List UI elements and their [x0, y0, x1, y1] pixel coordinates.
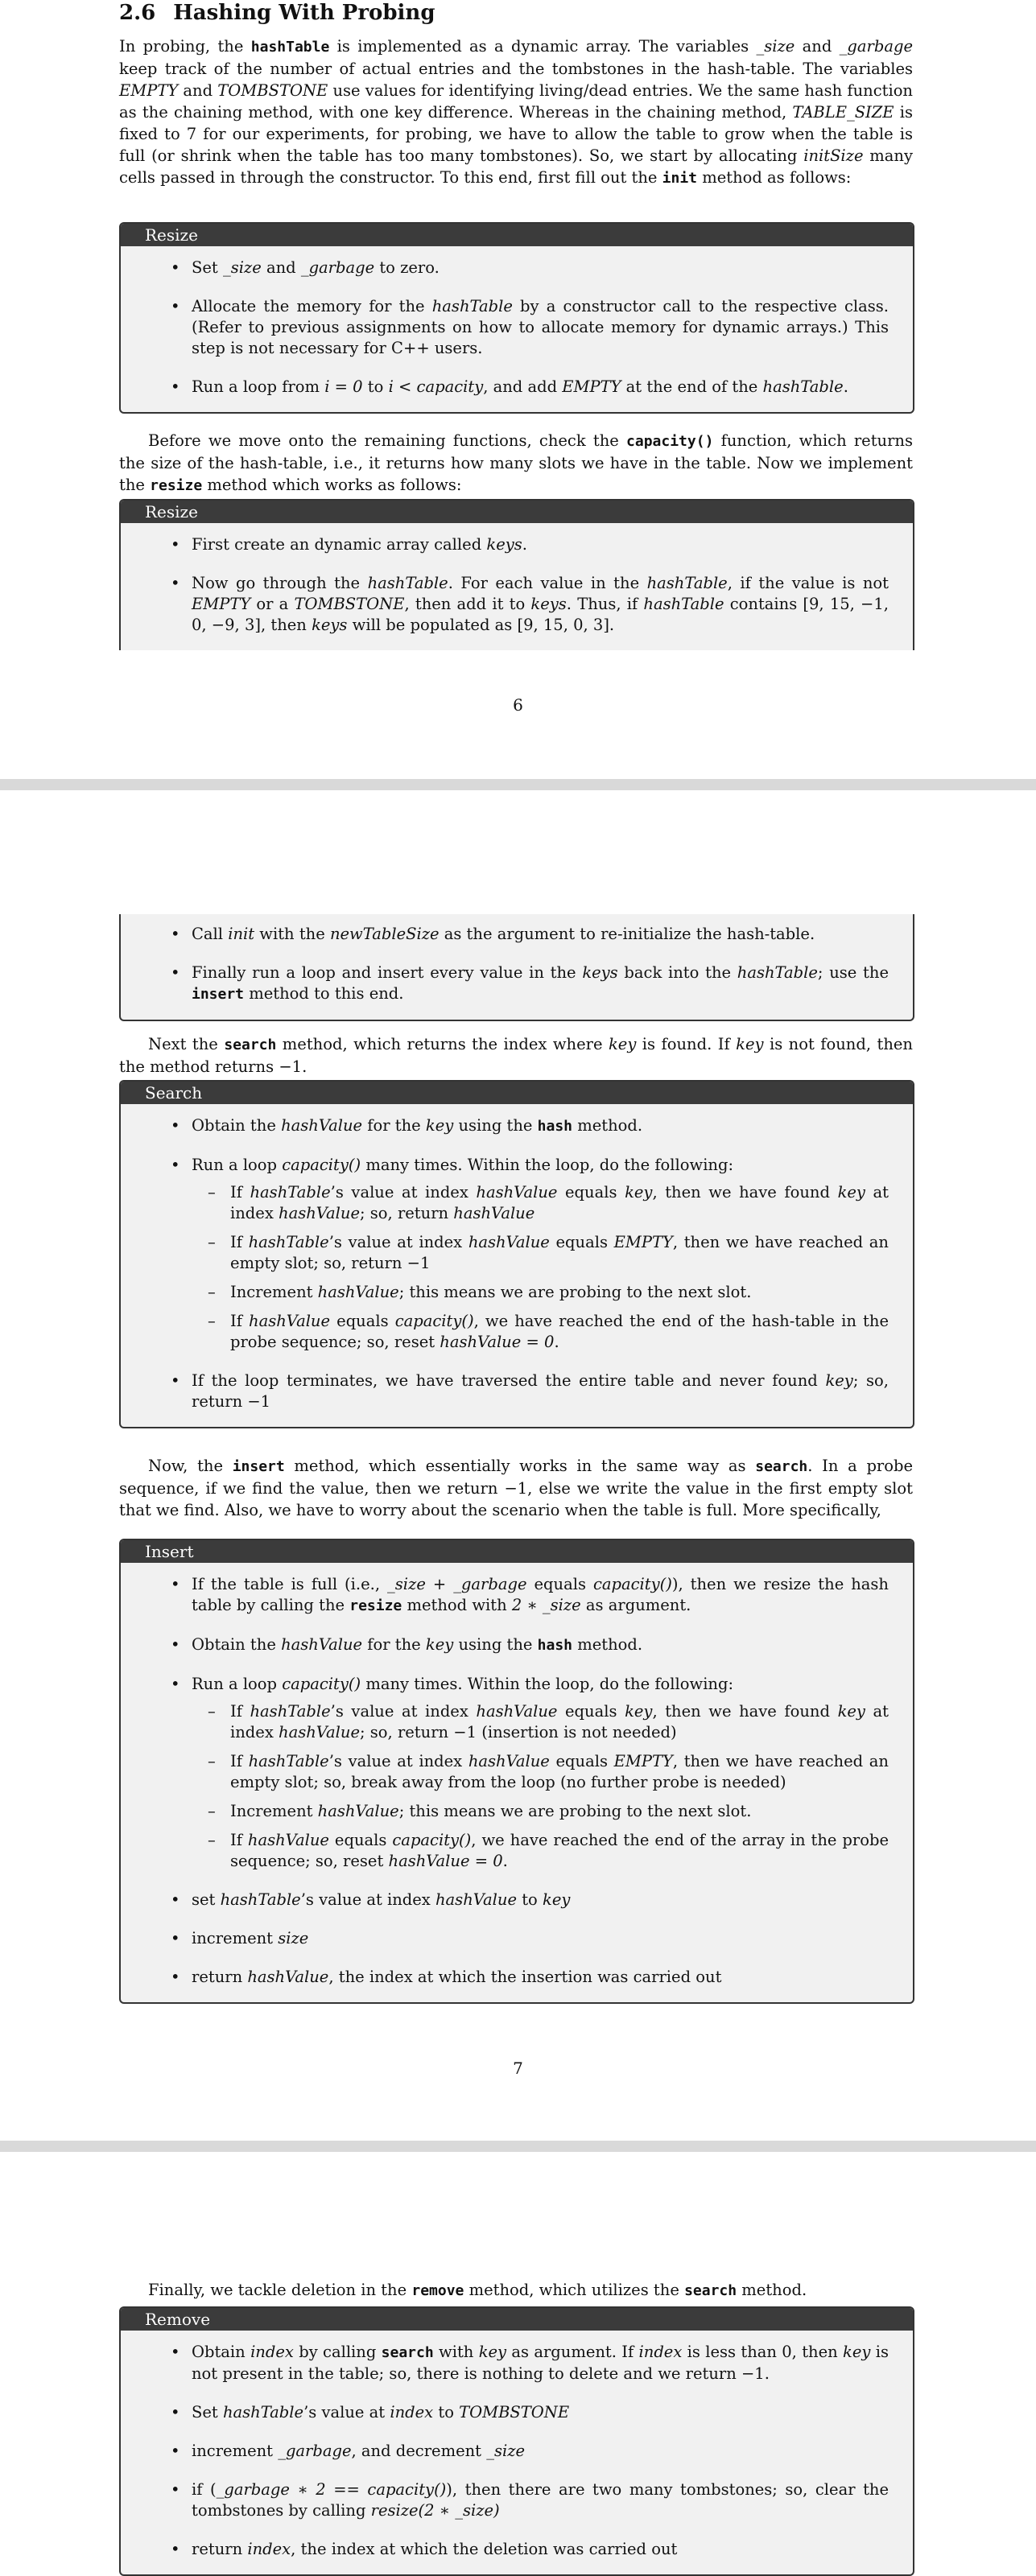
box-header: Resize [121, 501, 913, 523]
list-item: • Run a loop from i = 0 to i < capacity, and add EMPTY at the end of the hashTable. [192, 377, 889, 398]
sub-list-item: – If hashTable’s value at index hashValue equals EMPTY, then we have reached an empty slot; so, break away from the loop (no further probe is needed) [230, 1751, 889, 1793]
list-item: • Now go through the hashTable. For each value in the hashTable, if the value is not EMPTY or a TOMBSTONE, then add it to keys. Thus, if hashTable contains [9, 15, −1, 0, −9, 3], then keys will be populated as [9, 15, 0, 3]. [192, 573, 889, 636]
list-item: • return hashValue, the index at which the insertion was carried out [192, 1967, 889, 1988]
list-item: • If the loop terminates, we have traversed the entire table and never found key; so, return −1 [192, 1370, 889, 1412]
insert-box [119, 1539, 914, 2004]
paragraph-search: Next the search method, which returns the index where key is found. If key is not found, then the method returns −1. [119, 1035, 913, 1076]
list-item: • Set hashTable’s value at index to TOMBSTONE [192, 2402, 889, 2423]
list-item: • increment size [192, 1928, 889, 1949]
list-item: • Run a loop capacity() many times. Within the loop, do the following: – If hashTable’s value at index hashValue equals key, then we have found key at index hashValue; so, return hashValue – If hashTable’s value at index hashValue equals EMPTY, then we have reached an empty slot; so, return −1 – Increment hashValue; this means we are probing to the next slot. – If hashValue equals capacity(), we have reached the end of the hash-table in the probe sequence; so, reset hashValue = 0. [192, 1155, 889, 1353]
sub-list-item: – Increment hashValue; this means we are probing to the next slot. [230, 1282, 889, 1303]
list-item: • increment _garbage, and decrement _size [192, 2441, 889, 2462]
list-item: • First create an dynamic array called keys. [192, 534, 889, 555]
box-header: Search [121, 1082, 913, 1104]
sub-list-item: – If hashTable’s value at index hashValue equals EMPTY, then we have reached an empty slot; so, return −1 [230, 1232, 889, 1274]
box-header: Insert [121, 1540, 913, 1563]
page-separator [0, 779, 1036, 790]
sub-list-item: – Increment hashValue; this means we are probing to the next slot. [230, 1801, 889, 1822]
box-header: Resize [121, 224, 913, 246]
page-number: 7 [513, 2059, 523, 2078]
list-item: • return index, the index at which the deletion was carried out [192, 2539, 889, 2560]
list-item: • If the table is full (i.e., _size + _garbage equals capacity()), then we resize the hash table by calling the resize method with 2 ∗ _size as argument. [192, 1574, 889, 1617]
section-title: Hashing With Probing [173, 1, 435, 25]
list-item: • set hashTable’s value at index hashValue to key [192, 1890, 889, 1910]
list-item: • Allocate the memory for the hashTable by a constructor call to the respective class. (Refer to previous assignments on how to allocate memory for dynamic arrays.) This step is not necessary for C++ users. [192, 296, 889, 359]
section-number: 2.6 [119, 1, 156, 25]
sub-list-item: – If hashTable’s value at index hashValue equals key, then we have found key at index hashValue; so, return −1 (insertion is not needed) [230, 1701, 889, 1743]
page-separator [0, 2141, 1036, 2152]
resize-box [119, 499, 914, 650]
list-item: • Call init with the newTableSize as the argument to re-initialize the hash-table. [192, 924, 889, 945]
list-item: • Run a loop capacity() many times. Within the loop, do the following: – If hashTable’s value at index hashValue equals key, then we have found key at index hashValue; so, return −1 (insertion is not needed) – If hashTable’s value at index hashValue equals EMPTY, then we have reached an empty slot; so, break away from the loop (no further probe is needed) – Increment hashValue; this means we are probing to the next slot. – If hashValue equals capacity(), we have reached the end of the array in the probe sequence; so, reset hashValue = 0. [192, 1674, 889, 1872]
page-number: 6 [513, 695, 523, 715]
resize-init-box [119, 222, 914, 414]
sub-list-item: – If hashTable’s value at index hashValue equals key, then we have found key at index hashValue; so, return hashValue [230, 1182, 889, 1224]
list-item: • Set _size and _garbage to zero. [192, 258, 889, 278]
list-item: • Obtain index by calling search with key as argument. If index is less than 0, then key is not present in the table; so, there is nothing to delete and we return −1. [192, 2342, 889, 2384]
sub-list-item: – If hashValue equals capacity(), we have reached the end of the array in the probe sequence; so, reset hashValue = 0. [230, 1830, 889, 1872]
paragraph-capacity: Before we move onto the remaining functions, check the capacity() function, which returns the size of the hash-table, i.e., it returns how many slots we have in the table. Now we implement the resize method which works as follows: [119, 431, 913, 494]
sub-list-item: – If hashValue equals capacity(), we have reached the end of the hash-table in the probe sequence; so, reset hashValue = 0. [230, 1311, 889, 1353]
intro-paragraph: In probing, the hashTable is implemented as a dynamic array. The variables _size and _garbage keep track of the number of actual entries and the tombstones in the hash-table. The variables EMPTY and TOMBSTONE use values for identifying living/dead entries. We the same hash function as the chaining method, with one key difference. Whereas in the chaining method, TABLE_SIZE is fixed to 7 for our experiments, for probing, we have to allow the table to grow when the table is full (or shrink when the table has too many tombstones). So, we start by allocating initSize many cells passed in through the constructor. To this end, first fill out the init method as follows: [119, 37, 914, 187]
list-item: • if (_garbage ∗ 2 == capacity()), then there are two many tombstones; so, clear the tombstones by calling resize(2 ∗ _size) [192, 2479, 889, 2521]
search-box [119, 1080, 914, 1428]
paragraph-remove: Finally, we tackle deletion in the remove method, which utilizes the search method. [148, 2281, 807, 2299]
resize-box-continued [119, 914, 914, 1021]
section-heading [119, 0, 913, 26]
remove-box [119, 2306, 914, 2576]
paragraph-insert: Now, the insert method, which essentially works in the same way as search. In a probe sequence, if we find the value, then we return −1, else we write the value in the first empty slot that we find. Also, we have to worry about the scenario when the table is full. More specifically, [119, 1457, 914, 1519]
list-item: • Obtain the hashValue for the key using the hash method. [192, 1115, 889, 1137]
list-item: • Obtain the hashValue for the key using the hash method. [192, 1634, 889, 1656]
list-item: • Finally run a loop and insert every value in the keys back into the hashTable; use the insert method to this end. [192, 962, 889, 1005]
box-header: Remove [121, 2308, 913, 2331]
